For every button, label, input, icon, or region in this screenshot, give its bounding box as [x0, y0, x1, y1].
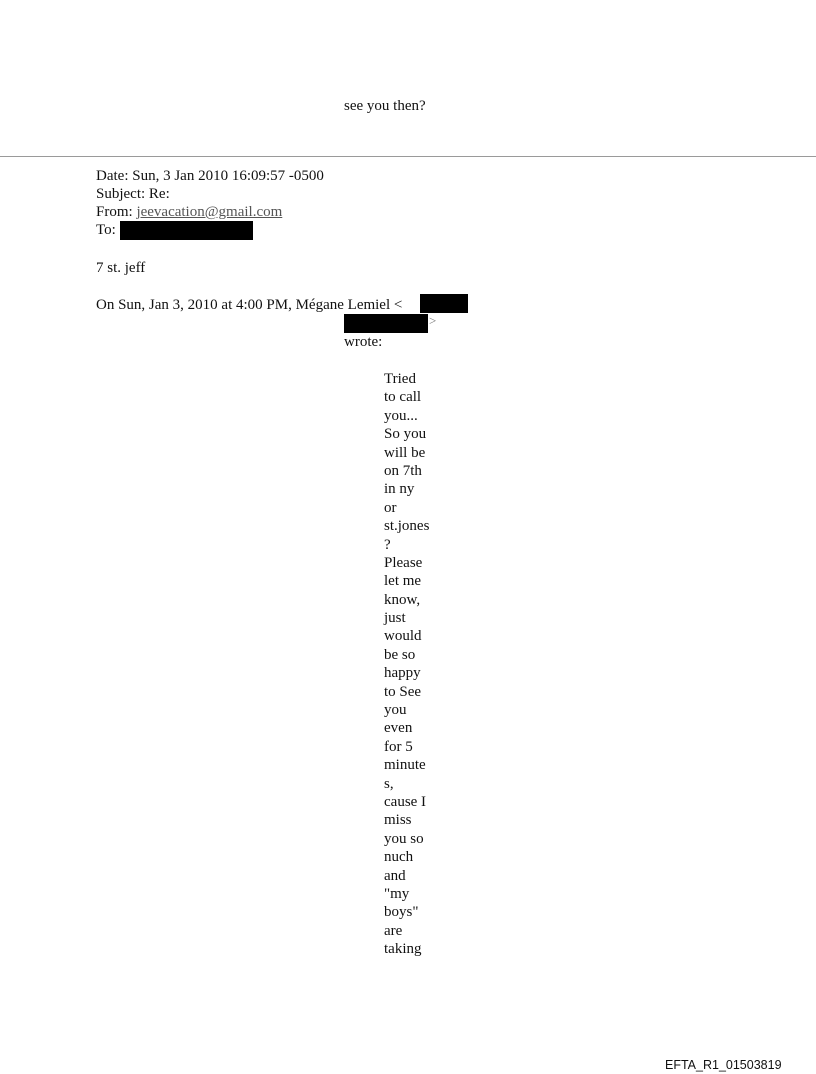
quoted-message-line: and	[384, 867, 406, 884]
message-divider	[0, 156, 816, 157]
quoted-message-line: miss	[384, 812, 412, 829]
previous-message-text: see you then?	[344, 98, 426, 114]
quoted-message-line: are	[384, 922, 403, 939]
quoted-message-line: let me	[384, 573, 422, 590]
quoted-message-line: cause I	[384, 793, 427, 810]
document-id: EFTA_R1_01503819	[665, 1058, 782, 1072]
quote-attribution: On Sun, Jan 3, 2010 at 4:00 PM, Mégane Lemiel <	[96, 297, 403, 313]
quoted-message-line: to call	[384, 389, 422, 406]
quoted-message-line: you so	[384, 830, 424, 847]
quoted-message-line: st.jones	[384, 518, 430, 535]
quoted-message-line: nuch	[384, 849, 414, 866]
quoted-message-line: on 7th	[384, 462, 422, 479]
quoted-message-line: Tried	[384, 371, 416, 387]
quoted-message-line: to See	[384, 683, 422, 700]
quoted-message-line: you...	[384, 407, 418, 424]
redaction-box-recipient	[120, 221, 253, 240]
quoted-message-line: for 5	[384, 738, 413, 755]
quoted-message-line: "my	[384, 885, 410, 902]
quoted-message-line: ?	[384, 536, 391, 553]
quoted-message-line: or	[384, 499, 397, 516]
quoted-message-line: happy	[384, 665, 421, 682]
quoted-message-line: minute	[384, 757, 426, 774]
quoted-message-line: you	[384, 702, 407, 719]
quoted-message-line: would	[384, 628, 422, 645]
quoted-message-line: in ny	[384, 481, 415, 498]
to-label: To:	[96, 222, 116, 238]
to-line	[96, 221, 324, 239]
subject-line: Subject: Re:	[96, 186, 170, 202]
email-header-block	[96, 167, 324, 239]
from-line	[96, 203, 324, 221]
quoted-message-line: taking	[384, 941, 422, 958]
reply-body-text: 7 st. jeff	[96, 260, 146, 276]
quoted-message-line: will be	[384, 444, 426, 461]
redaction-box-sender-email	[420, 294, 468, 313]
redaction-box-sender-email-continued	[344, 314, 428, 333]
quote-attribution-close: >	[429, 313, 437, 328]
quote-attribution-wrote: wrote:	[344, 334, 383, 350]
quoted-message-line: boys"	[384, 904, 419, 921]
quoted-message-line: Please	[384, 554, 423, 571]
from-label: From:	[96, 204, 137, 220]
date-line: Date: Sun, 3 Jan 2010 16:09:57 -0500	[96, 168, 324, 184]
quoted-message-line: So you	[384, 426, 427, 443]
quoted-message-line: be so	[384, 646, 416, 663]
from-email-link[interactable]: jeevacation@gmail.com	[136, 204, 283, 220]
quoted-message-line: just	[384, 610, 406, 627]
quoted-message-line: know,	[384, 591, 421, 608]
quoted-message-line: even	[384, 720, 413, 737]
quoted-message-line: s,	[384, 775, 394, 792]
quoted-message	[384, 370, 444, 959]
